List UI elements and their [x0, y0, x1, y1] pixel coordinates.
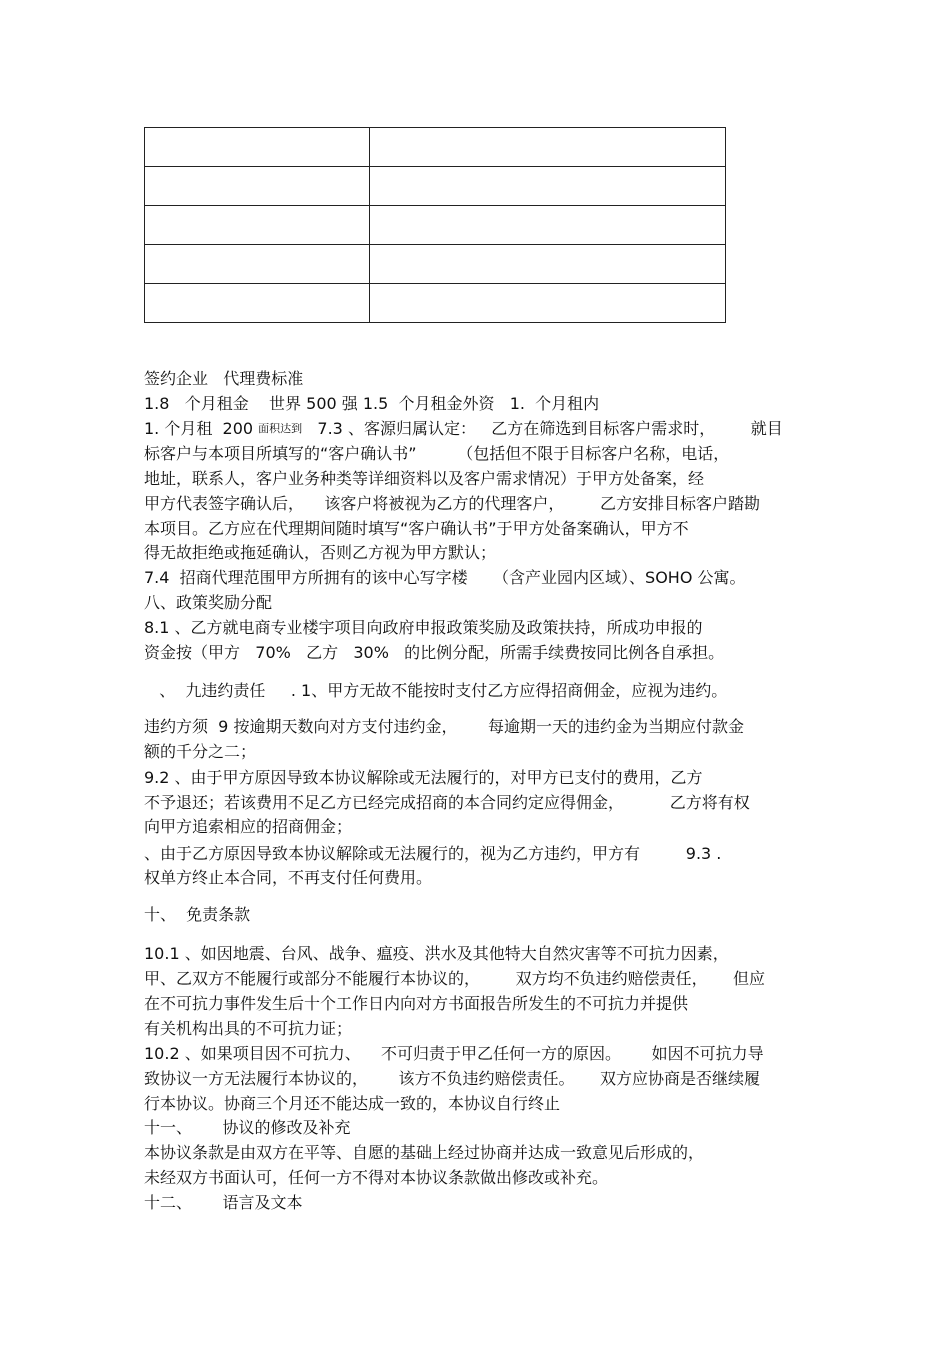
- clause-8-1-line-2: 资金按（甲方 70% 乙方 30% 的比例分配，所需手续费按同比例各自承担。: [144, 643, 725, 662]
- table-cell: [370, 245, 726, 284]
- clause-7-3-line-5: 本项目。乙方应在代理期间随时填写“客户确认书”于甲方处备案确认，甲方不: [144, 519, 689, 538]
- clause-9-1-line: 违约方须 9 按逾期天数向对方支付违约金， 每逾期一天的违约金为当期应付款金: [144, 717, 744, 736]
- clause-8-1-line-1: 8.1 、乙方就电商专业楼宇项目向政府申报政策奖励及政策扶持，所成功申报的: [144, 618, 703, 637]
- clause-7-3-line-1: 1. 个月租 200 面积达到 7.3 、客源归属认定： 乙方在筛选到目标客户需求时， 就目: [144, 419, 783, 438]
- clause-10-2-line-1: 10.2 、如果项目因不可抗力、 不可归责于甲乙任何一方的原因。 如因不可抗力导: [144, 1044, 764, 1063]
- clause-7-4: 7.4 招商代理范围甲方所拥有的该中心写字楼 （含产业园内区域）、SOHO 公寓。: [144, 568, 746, 587]
- table-cell: [370, 284, 726, 323]
- section-10-heading: 十、 免责条款: [144, 905, 251, 924]
- table-row: [145, 128, 726, 167]
- clause-10-1-line-4: 有关机构出具的不可抗力证；: [144, 1019, 353, 1038]
- table-cell: [370, 206, 726, 245]
- fee-rates-line: 1.8 个月租金 世界 500 强 1.5 个月租金外资 1. 个月租内: [144, 394, 600, 413]
- table-cell: [370, 167, 726, 206]
- clause-9-2-line-2: 不予退还；若该费用不足乙方已经完成招商的本合同约定应得佣金， 乙方将有权: [144, 793, 750, 812]
- section-9-line: 、 九违约责任 . 1、甲方无故不能按时支付乙方应得招商佣金，应视为违约。: [144, 681, 728, 700]
- clause-9-2-line-1: 9.2 、由于甲方原因导致本协议解除或无法履行的，对甲方已支付的费用，乙方: [144, 768, 703, 787]
- table-row: [145, 167, 726, 206]
- clause-7-3-line-6: 得无故拒绝或拖延确认，否则乙方视为甲方默认；: [144, 543, 497, 562]
- section-11-heading: 十一、 协议的修改及补充: [144, 1118, 351, 1137]
- table-row: [145, 245, 726, 284]
- clause-10-2-line-2: 致协议一方无法履行本协议的， 该方不负违约赔偿责任。 双方应协商是否继续履: [144, 1069, 760, 1088]
- clause-9-3-line-2: 权单方终止本合同，不再支付任何费用。: [144, 868, 433, 887]
- clause-10-1-line-3: 在不可抗力事件发生后十个工作日内向对方书面报告所发生的不可抗力并提供: [144, 994, 689, 1013]
- clause-7-3-line-2: 标客户与本项目所填写的“客户确认书” （包括但不限于目标客户名称，电话，: [144, 444, 730, 463]
- table-cell: [145, 245, 370, 284]
- clause-10-2-line-3: 行本协议。协商三个月还不能达成一致的，本协议自行终止: [144, 1094, 561, 1113]
- blank-table: [144, 127, 726, 323]
- clause-9-2-line-3: 向甲方追索相应的招商佣金；: [144, 817, 353, 836]
- table-cell: [145, 284, 370, 323]
- section-11-line-2: 未经双方书面认可，任何一方不得对本协议条款做出修改或补充。: [144, 1168, 609, 1187]
- clause-10-1-line-1: 10.1 、如因地震、台风、战争、瘟疫、洪水及其他特大自然灾害等不可抗力因素，: [144, 944, 729, 963]
- clause-7-3-line-3: 地址，联系人，客户业务种类等详细资料以及客户需求情况）于甲方处备案，经: [144, 469, 705, 488]
- clause-9-1-line-2: 额的千分之二；: [144, 742, 257, 761]
- table-cell: [145, 167, 370, 206]
- table-cell: [145, 128, 370, 167]
- clause-7-3-line-4: 甲方代表签字确认后， 该客户将被视为乙方的代理客户， 乙方安排目标客户踏勘: [144, 494, 760, 513]
- heading-fee-table: 签约企业 代理费标准: [144, 369, 304, 388]
- table-row: [145, 206, 726, 245]
- table-cell: [370, 128, 726, 167]
- section-11-line-1: 本协议条款是由双方在平等、自愿的基础上经过协商并达成一致意见后形成的，: [144, 1143, 705, 1162]
- table-row: [145, 284, 726, 323]
- section-12-heading: 十二、 语言及文本: [144, 1193, 303, 1212]
- clause-10-1-line-2: 甲、乙双方不能履行或部分不能履行本协议的， 双方均不负违约赔偿责任， 但应: [144, 969, 766, 988]
- table-cell: [145, 206, 370, 245]
- clause-9-3-line-1: 、由于乙方原因导致本协议解除或无法履行的，视为乙方违约，甲方有 9.3 .: [144, 844, 722, 863]
- section-8-heading: 八、政策奖励分配: [144, 593, 273, 612]
